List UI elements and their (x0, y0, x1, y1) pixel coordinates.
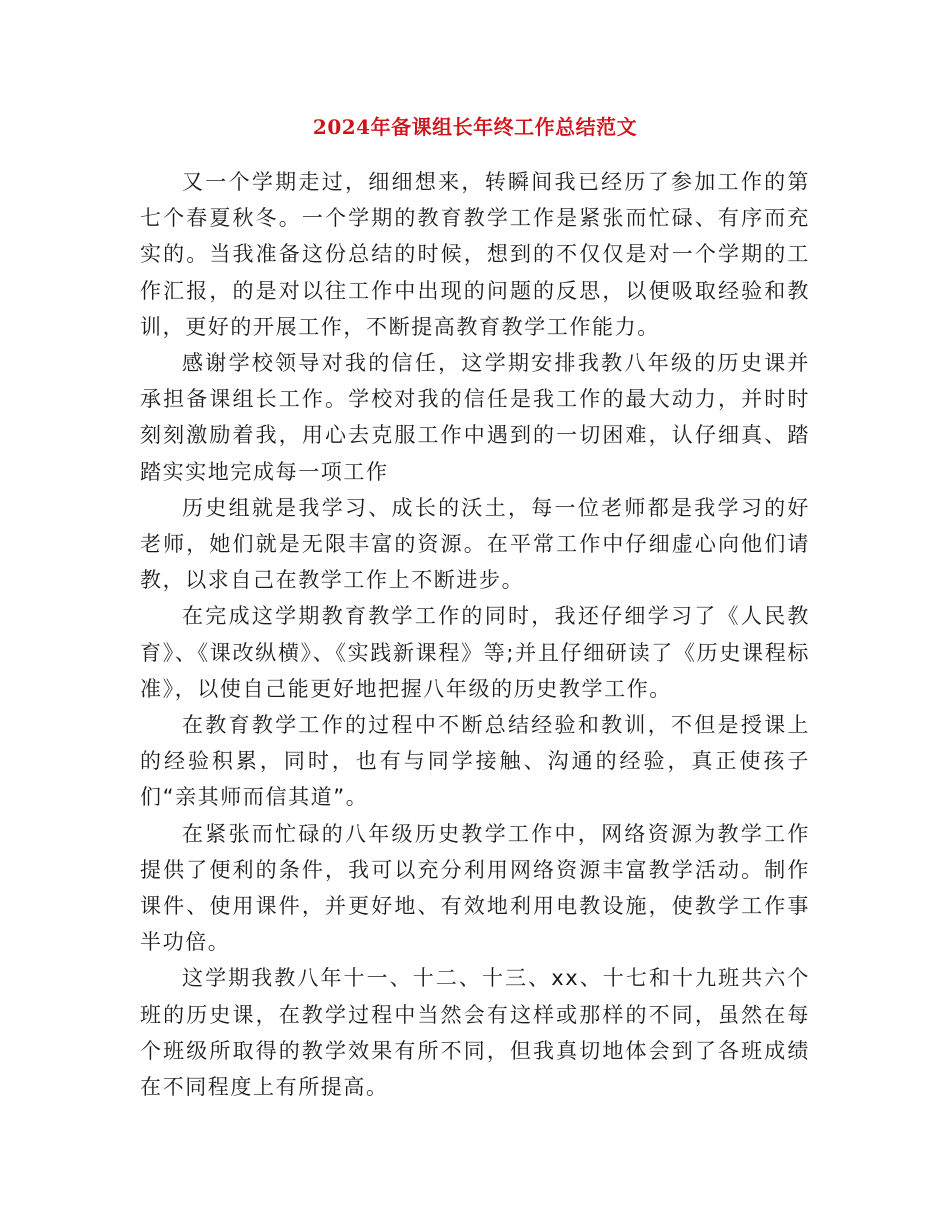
paragraph-6: 在紧张而忙碌的八年级历史教学工作中，网络资源为教学工作提供了便利的条件，我可以充分利用网络资源丰富教学活动。制作课件、使用课件，并更好地、有效地利用电教设施，使教学工作事半功倍。 (140, 821, 810, 955)
paragraph-2: 感谢学校领导对我的信任，这学期安排我教八年级的历史课并承担备课组长工作。学校对我的信任是我工作的最大动力，并时时刻刻激励着我，用心去克服工作中遇到的一切困难，认仔细真、踏踏实实地完成每一项工作 (140, 351, 810, 484)
paragraph-1: 又一个学期走过，细细想来，转瞬间我已经历了参加工作的第七个春夏秋冬。一个学期的教育教学工作是紧张而忙碌、有序而充实的。当我准备这份总结的时候，想到的不仅仅是对一个学期的工作汇报，的是对以往工作中出现的问题的反思，以便吸取经验和教训，更好的开展工作，不断提高教育教学工作能力。 (140, 170, 810, 339)
document-title: 2024年备课组长年终工作总结范文 (312, 115, 638, 139)
paragraph-5: 在教育教学工作的过程中不断总结经验和教训，不但是授课上的经验积累，同时，也有与同学接触、沟通的经验，真正使孩子们“亲其师而信其道”。 (140, 713, 810, 810)
paragraph-3: 历史组就是我学习、成长的沃土，每一位老师都是我学习的好老师，她们就是无限丰富的资源。在平常工作中仔细虚心向他们请教，以求自己在教学工作上不断进步。 (140, 495, 810, 593)
paragraph-4: 在完成这学期教育教学工作的同时，我还仔细学习了《人民教育》、《课改纵横》、《实践新课程》等;并且仔细研读了《历史课程标准》，以使自己能更好地把握八年级的历史教学工作。 (140, 604, 810, 701)
paragraph-7: 这学期我教八年十一、十二、十三、xx、十七和十九班共六个班的历史课，在教学过程中当然会有这样或那样的不同，虽然在每个班级所取得的教学效果有所不同，但我真切地体会到了各班成绩在不同程度上有所提高。 (140, 966, 810, 1100)
